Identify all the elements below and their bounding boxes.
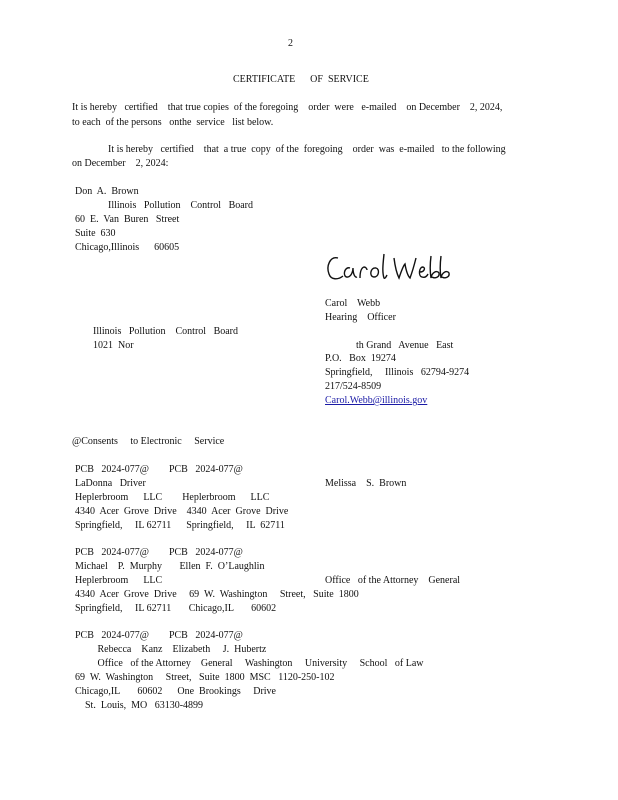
service-block-2-line-1: PCB 2024-077@ PCB 2024-077@ (75, 547, 243, 558)
paragraph-1-line-1: It is hereby certified that true copies of the foregoing order were e-mailed on December 2, 2024, (72, 102, 503, 113)
signer-title: Hearing Officer (325, 312, 396, 323)
service-block-1-line-3: Heplerbroom LLC Heplerbroom LLC (75, 492, 270, 503)
paragraph-1-line-2: to each of the persons onthe service list below. (72, 117, 274, 128)
paragraph-2-line-1: It is hereby certified that a true copy of the foregoing order was e-mailed to the following (108, 144, 506, 155)
signer-address-right: th Grand Avenue East (356, 340, 454, 351)
service-block-1-line-1: PCB 2024-077@ PCB 2024-077@ (75, 464, 243, 475)
signature-image (324, 250, 454, 286)
recipient-org: Illinois Pollution Control Board (108, 200, 254, 211)
service-block-3-line-6: St. Louis, MO 63130-4899 (75, 700, 204, 711)
consents-heading: @Consents to Electronic Service (72, 436, 225, 447)
signer-po-box: P.O. Box 19274 (325, 353, 396, 364)
service-block-2-right: Office of the Attorney General (325, 575, 461, 586)
service-block-1-line-2: LaDonna Driver (75, 478, 146, 489)
signer-name: Carol Webb (325, 298, 381, 309)
signer-email-link[interactable]: Carol.Webb@illinois.gov (325, 395, 428, 406)
page-number: 2 (288, 38, 293, 49)
recipient-suite: Suite 630 (75, 228, 116, 239)
recipient-street: 60 E. Van Buren Street (75, 214, 180, 225)
service-block-3-line-5: Chicago,IL 60602 One Brookings Drive (75, 686, 276, 697)
service-block-3-line-1: PCB 2024-077@ PCB 2024-077@ (75, 630, 243, 641)
service-block-2-line-2: Michael P. Murphy Ellen F. O’Laughlin (75, 561, 265, 572)
service-block-3-line-3: Office of the Attorney General Washington University School of Law (75, 658, 424, 669)
recipient-name: Don A. Brown (75, 186, 139, 197)
service-block-2-line-5: Springfield, IL 62711 Chicago,IL 60602 (75, 603, 277, 614)
recipient-city: Chicago,Illinois 60605 (75, 242, 180, 253)
signer-org: Illinois Pollution Control Board (93, 326, 239, 337)
signer-city: Springfield, Illinois 62794-9274 (325, 367, 470, 378)
service-block-2-line-3: Heplerbroom LLC (75, 575, 163, 586)
paragraph-2-line-2: on December 2, 2024: (72, 158, 169, 169)
signer-phone: 217/524-8509 (325, 381, 382, 392)
service-block-2-line-4: 4340 Acer Grove Drive 69 W. Washington Street, Suite 1800 (75, 589, 359, 600)
service-block-3-line-4: 69 W. Washington Street, Suite 1800 MSC 1120-250-102 (75, 672, 335, 683)
service-block-1-line-4: 4340 Acer Grove Drive 4340 Acer Grove Drive (75, 506, 289, 517)
signer-address-left: 1021 Nor (93, 340, 134, 351)
certificate-title: CERTIFICATE OF SERVICE (233, 74, 369, 85)
service-block-1-right: Melissa S. Brown (325, 478, 407, 489)
service-block-3-line-2: Rebecca Kanz Elizabeth J. Hubertz (75, 644, 267, 655)
service-block-1-line-5: Springfield, IL 62711 Springfield, IL 62711 (75, 520, 285, 531)
